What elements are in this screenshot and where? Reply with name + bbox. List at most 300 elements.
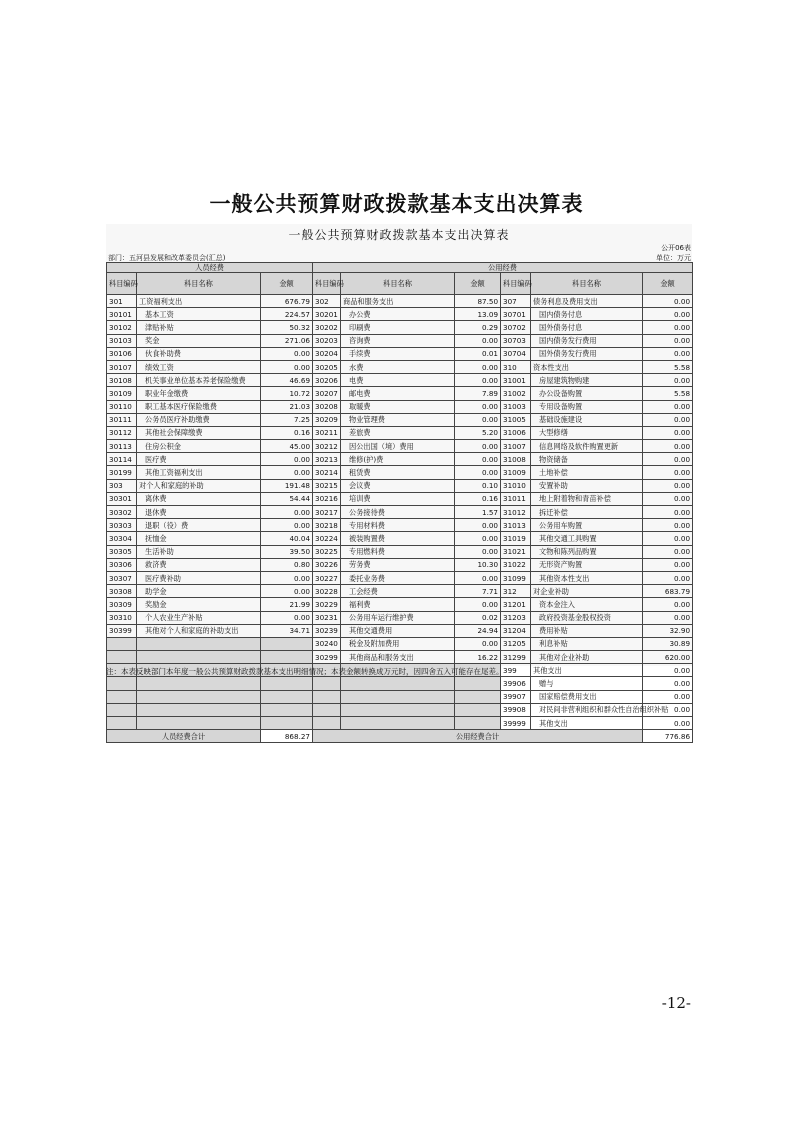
name-cell: 其他交通费用 (341, 624, 455, 637)
name-cell: 印刷费 (341, 321, 455, 334)
table-row (107, 717, 693, 730)
name-cell: 文物和陈列品购置 (531, 545, 643, 558)
code-cell: 31205 (501, 637, 531, 650)
total-public-label: 公用经费合计 (313, 730, 643, 743)
code-cell: 30310 (107, 611, 137, 624)
name-cell: 医疗费 (137, 453, 261, 466)
table-row (107, 651, 693, 664)
amount-cell: 0.00 (643, 426, 693, 439)
table-row (107, 506, 693, 519)
amount-cell: 0.00 (643, 519, 693, 532)
table-row (107, 440, 693, 453)
code-cell: 30306 (107, 558, 137, 571)
footnote: 注：本表反映部门本年度一般公共预算财政拨款基本支出明细情况；本表金额转换成万元时，因四舍五入可能存在尾差。 (106, 667, 504, 676)
amount-cell: 0.00 (643, 347, 693, 360)
amount-cell: 24.94 (455, 624, 501, 637)
amount-cell (261, 690, 313, 703)
amount-cell: 0.00 (455, 545, 501, 558)
code-cell: 30704 (501, 347, 531, 360)
col-header-amount: 金额 (643, 273, 693, 295)
code-cell: 30102 (107, 321, 137, 334)
code-cell: 31203 (501, 611, 531, 624)
code-cell (107, 717, 137, 730)
code-cell: 31002 (501, 387, 531, 400)
code-cell (313, 677, 341, 690)
amount-cell: 40.04 (261, 532, 313, 545)
name-cell: 职工基本医疗保险缴费 (137, 400, 261, 413)
table-row (107, 466, 693, 479)
amount-cell: 0.00 (643, 374, 693, 387)
name-cell: 租赁费 (341, 466, 455, 479)
amount-cell: 0.00 (643, 664, 693, 677)
code-cell: 31010 (501, 479, 531, 492)
code-cell: 30399 (107, 624, 137, 637)
amount-cell: 0.00 (643, 571, 693, 584)
name-cell (137, 690, 261, 703)
name-cell: 无形资产购置 (531, 558, 643, 571)
col-header-amount: 金额 (261, 273, 313, 295)
code-cell: 30207 (313, 387, 341, 400)
table-row (107, 453, 693, 466)
name-cell: 基本工资 (137, 308, 261, 321)
name-cell: 奖金 (137, 334, 261, 347)
name-cell: 房屋建筑物购建 (531, 374, 643, 387)
name-cell: 退职（役）费 (137, 519, 261, 532)
name-cell: 取暖费 (341, 400, 455, 413)
amount-cell: 0.00 (455, 360, 501, 373)
name-cell: 个人农业生产补贴 (137, 611, 261, 624)
name-cell: 专用燃料费 (341, 545, 455, 558)
code-cell: 31299 (501, 651, 531, 664)
name-cell: 信息网络及软件购置更新 (531, 440, 643, 453)
table-row (107, 400, 693, 413)
amount-cell: 0.10 (455, 479, 501, 492)
name-cell: 差旅费 (341, 426, 455, 439)
name-cell: 债务利息及费用支出 (531, 295, 643, 308)
code-cell: 39908 (501, 703, 531, 716)
name-cell: 会议费 (341, 479, 455, 492)
amount-cell: 0.00 (261, 571, 313, 584)
name-cell: 对个人和家庭的补助 (137, 479, 261, 492)
name-cell: 奖励金 (137, 598, 261, 611)
name-cell: 其他资本性支出 (531, 571, 643, 584)
name-cell (137, 703, 261, 716)
code-cell: 39906 (501, 677, 531, 690)
col-header-code: 科目编码 (501, 273, 531, 295)
name-cell: 培训费 (341, 492, 455, 505)
name-cell: 医疗费补助 (137, 571, 261, 584)
amount-cell: 0.00 (643, 611, 693, 624)
name-cell: 手续费 (341, 347, 455, 360)
amount-cell: 0.00 (455, 519, 501, 532)
name-cell: 其他交通工具购置 (531, 532, 643, 545)
amount-cell: 0.00 (261, 453, 313, 466)
code-cell: 30302 (107, 506, 137, 519)
code-cell: 30225 (313, 545, 341, 558)
name-cell: 因公出国（境）费用 (341, 440, 455, 453)
code-cell: 303 (107, 479, 137, 492)
amount-cell: 0.01 (455, 347, 501, 360)
amount-cell: 0.00 (643, 492, 693, 505)
code-cell: 30224 (313, 532, 341, 545)
table-row (107, 571, 693, 584)
amount-cell: 0.29 (455, 321, 501, 334)
amount-cell (261, 677, 313, 690)
code-cell: 39999 (501, 717, 531, 730)
name-cell: 国外债务发行费用 (531, 347, 643, 360)
name-cell: 安置补助 (531, 479, 643, 492)
amount-cell: 39.50 (261, 545, 313, 558)
name-cell: 助学金 (137, 585, 261, 598)
code-cell (313, 717, 341, 730)
name-cell: 利息补贴 (531, 637, 643, 650)
code-cell (107, 651, 137, 664)
amount-cell: 50.32 (261, 321, 313, 334)
code-cell: 30114 (107, 453, 137, 466)
code-cell: 30303 (107, 519, 137, 532)
code-cell: 30226 (313, 558, 341, 571)
name-cell: 其他工资福利支出 (137, 466, 261, 479)
code-cell: 30228 (313, 585, 341, 598)
code-cell: 30211 (313, 426, 341, 439)
code-cell: 30701 (501, 308, 531, 321)
page-number: -12- (661, 994, 691, 1012)
amount-cell: 10.72 (261, 387, 313, 400)
amount-cell (455, 677, 501, 690)
department-label: 部门：五河县发展和改革委员会(汇总) (108, 254, 226, 262)
table-row (107, 532, 693, 545)
name-cell: 对企业补助 (531, 585, 643, 598)
code-cell: 30199 (107, 466, 137, 479)
amount-cell: 45.00 (261, 440, 313, 453)
name-cell: 电费 (341, 374, 455, 387)
name-cell (341, 690, 455, 703)
name-cell: 机关事业单位基本养老保险缴费 (137, 374, 261, 387)
amount-cell: 0.00 (455, 637, 501, 650)
amount-cell: 0.00 (455, 466, 501, 479)
name-cell: 费用补贴 (531, 624, 643, 637)
name-cell: 其他对企业补助 (531, 651, 643, 664)
name-cell (137, 651, 261, 664)
code-cell: 31012 (501, 506, 531, 519)
code-cell: 31013 (501, 519, 531, 532)
code-cell: 30113 (107, 440, 137, 453)
amount-cell: 676.79 (261, 295, 313, 308)
name-cell: 国内债务付息 (531, 308, 643, 321)
name-cell (341, 677, 455, 690)
name-cell: 委托业务费 (341, 571, 455, 584)
name-cell: 其他支出 (531, 717, 643, 730)
amount-cell: 0.00 (455, 571, 501, 584)
name-cell: 抚恤金 (137, 532, 261, 545)
amount-cell: 0.00 (643, 717, 693, 730)
code-cell: 30213 (313, 453, 341, 466)
name-cell: 住房公积金 (137, 440, 261, 453)
name-cell: 公务接待费 (341, 506, 455, 519)
code-cell: 31006 (501, 426, 531, 439)
table-row (107, 334, 693, 347)
table-row (107, 637, 693, 650)
name-cell: 离休费 (137, 492, 261, 505)
code-cell: 399 (501, 664, 531, 677)
code-cell: 30201 (313, 308, 341, 321)
amount-cell: 0.00 (643, 295, 693, 308)
name-cell: 土地补偿 (531, 466, 643, 479)
code-cell: 31008 (501, 453, 531, 466)
name-cell: 资本性支出 (531, 360, 643, 373)
name-cell: 其他商品和服务支出 (341, 651, 455, 664)
name-cell: 赠与 (531, 677, 643, 690)
code-cell: 30212 (313, 440, 341, 453)
total-personnel-value: 868.27 (261, 730, 313, 743)
code-cell: 30702 (501, 321, 531, 334)
amount-cell: 0.00 (643, 308, 693, 321)
table-row (107, 677, 693, 690)
name-cell: 地上附着物和青苗补偿 (531, 492, 643, 505)
table-row (107, 624, 693, 637)
amount-cell (455, 690, 501, 703)
name-cell: 拆迁补偿 (531, 506, 643, 519)
name-cell: 工资福利支出 (137, 295, 261, 308)
amount-cell (261, 651, 313, 664)
group-header-personnel: 人员经费 (107, 263, 313, 273)
table-row (107, 360, 693, 373)
code-cell (107, 637, 137, 650)
table-row (107, 413, 693, 426)
amount-cell: 13.09 (455, 308, 501, 321)
code-cell: 30206 (313, 374, 341, 387)
code-cell: 301 (107, 295, 137, 308)
name-cell: 维修(护)费 (341, 453, 455, 466)
amount-cell: 0.00 (261, 519, 313, 532)
amount-cell: 30.89 (643, 637, 693, 650)
amount-cell: 46.69 (261, 374, 313, 387)
code-cell: 30240 (313, 637, 341, 650)
amount-cell: 21.03 (261, 400, 313, 413)
code-cell: 30204 (313, 347, 341, 360)
code-cell (313, 703, 341, 716)
amount-cell: 0.00 (455, 413, 501, 426)
group-header-public: 公用经费 (313, 263, 693, 273)
code-cell: 302 (313, 295, 341, 308)
amount-cell: 0.00 (643, 598, 693, 611)
code-cell: 30309 (107, 598, 137, 611)
name-cell: 专用材料费 (341, 519, 455, 532)
amount-cell: 0.00 (643, 677, 693, 690)
amount-cell: 0.00 (643, 558, 693, 571)
code-cell: 30112 (107, 426, 137, 439)
table-row (107, 585, 693, 598)
name-cell: 退休费 (137, 506, 261, 519)
total-personnel-label: 人员经费合计 (107, 730, 261, 743)
code-cell: 31204 (501, 624, 531, 637)
name-cell: 物资储备 (531, 453, 643, 466)
code-cell: 31021 (501, 545, 531, 558)
amount-cell: 0.00 (261, 506, 313, 519)
code-cell: 31201 (501, 598, 531, 611)
amount-cell: 5.58 (643, 387, 693, 400)
name-cell: 办公费 (341, 308, 455, 321)
code-cell: 39907 (501, 690, 531, 703)
amount-cell: 0.00 (643, 703, 693, 716)
amount-cell: 0.00 (643, 440, 693, 453)
code-cell: 30209 (313, 413, 341, 426)
name-cell: 其他支出 (531, 664, 643, 677)
amount-cell: 0.00 (643, 506, 693, 519)
name-cell: 救济费 (137, 558, 261, 571)
name-cell: 咨询费 (341, 334, 455, 347)
amount-cell: 34.71 (261, 624, 313, 637)
code-cell (107, 703, 137, 716)
name-cell: 邮电费 (341, 387, 455, 400)
amount-cell: 0.00 (261, 466, 313, 479)
name-cell: 大型修缮 (531, 426, 643, 439)
code-cell: 30703 (501, 334, 531, 347)
code-cell: 30301 (107, 492, 137, 505)
code-cell: 312 (501, 585, 531, 598)
name-cell: 公务员医疗补助缴费 (137, 413, 261, 426)
col-header-name: 科目名称 (531, 273, 643, 295)
name-cell: 对民间非营利组织和群众性自治组织补贴 (531, 703, 643, 716)
code-cell: 30208 (313, 400, 341, 413)
code-cell: 30307 (107, 571, 137, 584)
code-cell: 30239 (313, 624, 341, 637)
name-cell: 基础设施建设 (531, 413, 643, 426)
amount-cell: 1.57 (455, 506, 501, 519)
amount-cell: 0.80 (261, 558, 313, 571)
code-cell: 31007 (501, 440, 531, 453)
code-cell: 30202 (313, 321, 341, 334)
amount-cell: 0.00 (455, 374, 501, 387)
table-row (107, 492, 693, 505)
code-cell: 30218 (313, 519, 341, 532)
code-cell (107, 677, 137, 690)
code-cell: 31009 (501, 466, 531, 479)
amount-cell: 0.16 (261, 426, 313, 439)
name-cell: 专用设备购置 (531, 400, 643, 413)
amount-cell: 21.99 (261, 598, 313, 611)
code-cell: 30101 (107, 308, 137, 321)
code-cell (107, 690, 137, 703)
amount-cell: 0.00 (455, 440, 501, 453)
name-cell (137, 637, 261, 650)
code-cell: 31099 (501, 571, 531, 584)
table-row (107, 598, 693, 611)
col-header-code: 科目编码 (313, 273, 341, 295)
code-cell: 30205 (313, 360, 341, 373)
amount-cell (455, 717, 501, 730)
table-row (107, 374, 693, 387)
name-cell (137, 717, 261, 730)
amount-cell: 0.00 (455, 334, 501, 347)
code-cell: 30299 (313, 651, 341, 664)
name-cell: 国家赔偿费用支出 (531, 690, 643, 703)
amount-cell: 87.50 (455, 295, 501, 308)
code-cell: 30227 (313, 571, 341, 584)
name-cell: 福利费 (341, 598, 455, 611)
amount-cell: 271.06 (261, 334, 313, 347)
amount-cell: 0.00 (261, 360, 313, 373)
code-cell: 307 (501, 295, 531, 308)
amount-cell: 0.00 (643, 413, 693, 426)
amount-cell: 0.00 (643, 453, 693, 466)
name-cell (341, 703, 455, 716)
code-cell: 30229 (313, 598, 341, 611)
name-cell: 职业年金缴费 (137, 387, 261, 400)
name-cell: 绩效工资 (137, 360, 261, 373)
table-row (107, 479, 693, 492)
code-cell: 30305 (107, 545, 137, 558)
amount-cell: 0.00 (261, 585, 313, 598)
code-cell: 310 (501, 360, 531, 373)
amount-cell: 10.30 (455, 558, 501, 571)
code-cell: 30103 (107, 334, 137, 347)
amount-cell: 0.02 (455, 611, 501, 624)
code-cell: 31005 (501, 413, 531, 426)
name-cell (341, 717, 455, 730)
amount-cell: 5.58 (643, 360, 693, 373)
table-row (107, 321, 693, 334)
table-row (107, 611, 693, 624)
code-cell: 30108 (107, 374, 137, 387)
code-cell: 31001 (501, 374, 531, 387)
amount-cell: 0.00 (643, 690, 693, 703)
name-cell: 津贴补贴 (137, 321, 261, 334)
code-cell: 30107 (107, 360, 137, 373)
name-cell: 办公设备购置 (531, 387, 643, 400)
name-cell: 生活补助 (137, 545, 261, 558)
code-cell: 30111 (107, 413, 137, 426)
code-cell: 30217 (313, 506, 341, 519)
amount-cell (455, 703, 501, 716)
amount-cell (261, 703, 313, 716)
code-cell: 30216 (313, 492, 341, 505)
name-cell: 水费 (341, 360, 455, 373)
name-cell: 劳务费 (341, 558, 455, 571)
document-title: 一般公共预算财政拨款基本支出决算表 (209, 192, 584, 216)
total-public-value: 776.86 (643, 730, 693, 743)
name-cell: 工会经费 (341, 585, 455, 598)
amount-cell: 0.16 (455, 492, 501, 505)
name-cell: 政府投资基金股权投资 (531, 611, 643, 624)
code-cell: 30304 (107, 532, 137, 545)
amount-cell: 0.00 (455, 532, 501, 545)
name-cell: 税金及附加费用 (341, 637, 455, 650)
amount-cell: 54.44 (261, 492, 313, 505)
amount-cell: 0.00 (643, 321, 693, 334)
name-cell: 国外债务付息 (531, 321, 643, 334)
amount-cell: 0.00 (643, 479, 693, 492)
name-cell: 公务用车运行维护费 (341, 611, 455, 624)
code-cell: 30214 (313, 466, 341, 479)
code-cell: 31022 (501, 558, 531, 571)
amount-cell: 0.00 (455, 598, 501, 611)
amount-cell: 0.00 (643, 466, 693, 479)
table-row (107, 347, 693, 360)
name-cell: 被装购置费 (341, 532, 455, 545)
table-row (107, 703, 693, 716)
amount-cell: 0.00 (455, 453, 501, 466)
name-cell: 其他社会保障缴费 (137, 426, 261, 439)
code-cell: 30109 (107, 387, 137, 400)
amount-cell: 0.00 (261, 347, 313, 360)
table-row (107, 426, 693, 439)
amount-cell: 224.57 (261, 308, 313, 321)
amount-cell: 620.00 (643, 651, 693, 664)
amount-cell: 0.00 (455, 400, 501, 413)
unit-label: 单位：万元 (656, 254, 691, 262)
amount-cell: 16.22 (455, 651, 501, 664)
